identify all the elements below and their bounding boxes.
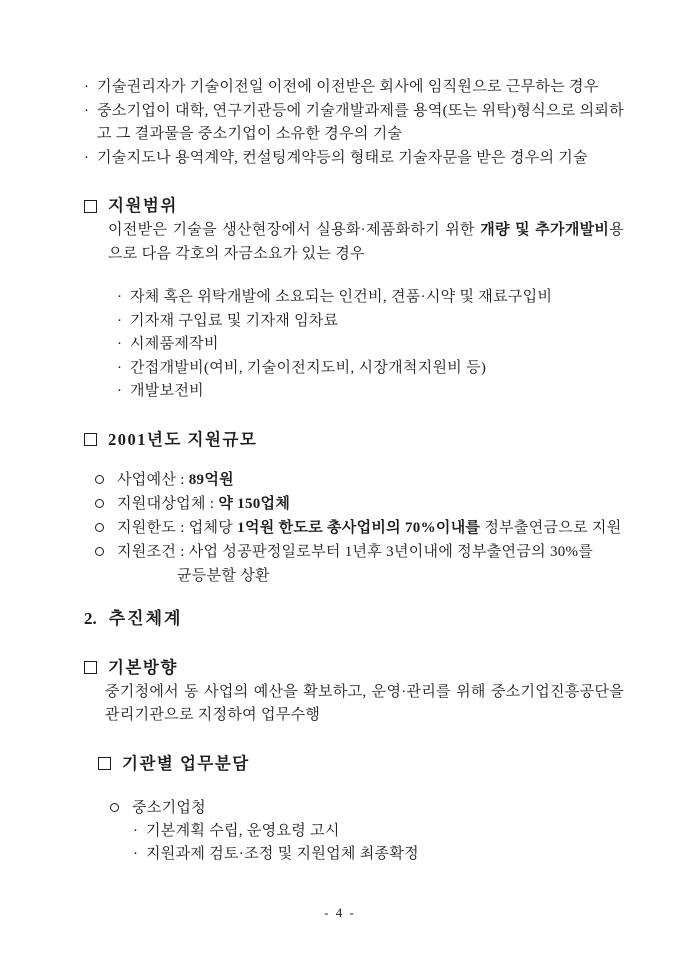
list-item-text xyxy=(117,468,624,492)
paragraph-text-bold: 개량 및 추가개발비 xyxy=(480,222,610,238)
item-label: 사업예산 : xyxy=(117,471,189,488)
list-item-text xyxy=(117,540,624,564)
list-item-text xyxy=(117,516,624,540)
document-content xyxy=(84,76,624,867)
chapter-title: 추진체계 xyxy=(108,608,183,628)
list-item xyxy=(84,100,624,147)
list-item-text: 간접개발비(여비, 기술이전지도비, 시장개척지원비 등) xyxy=(130,359,487,376)
checkbox-square-icon xyxy=(84,661,97,674)
list-item-text xyxy=(117,492,624,516)
list-item xyxy=(95,468,624,492)
section-budget xyxy=(84,428,624,588)
item-label: 지원한도 : 업체당 xyxy=(117,519,238,536)
scope-paragraph xyxy=(108,219,624,266)
item-value-bold: 1억원 한도로 총사업비의 70%이내를 xyxy=(237,519,481,536)
item-label: 지원대상업체 : xyxy=(117,495,219,512)
list-item-text: 기술지도나 용역계약, 컨설팅계약등의 형태로 기술자문을 받은 경우의 기술 xyxy=(97,149,588,166)
section-scope xyxy=(84,194,624,404)
list-item xyxy=(95,492,624,516)
item-value-bold: 89억원 xyxy=(188,471,234,488)
section-roles xyxy=(84,752,624,867)
middot-bullet-icon: · xyxy=(84,102,90,119)
list-item xyxy=(95,540,624,564)
list-item xyxy=(117,310,624,334)
cost-bullet-list xyxy=(117,286,624,404)
item-suffix: 정부출연금으로 지원 xyxy=(480,519,622,536)
section-title: 2001년도 지원규모 xyxy=(108,429,258,449)
org-item xyxy=(110,796,624,820)
section-heading xyxy=(84,194,624,218)
middot-bullet-icon: · xyxy=(133,822,139,839)
list-item xyxy=(117,380,624,404)
section-title: 기관별 업무분담 xyxy=(122,753,250,773)
budget-list xyxy=(95,468,624,588)
middot-bullet-icon: · xyxy=(84,149,90,166)
chapter-number: 2. xyxy=(84,608,97,628)
list-item xyxy=(133,843,624,867)
middot-bullet-icon: · xyxy=(117,289,123,305)
list-item-text: 중소기업이 대학, 연구기관등에 기술개발과제를 용역(또는 위탁)형식으로 의뢰하고 그 결과물을 중소기업이 소유한 경우의 기술 xyxy=(97,102,625,142)
middot-bullet-icon: · xyxy=(117,312,123,329)
paragraph-text: 이전받은 기술을 생산현장에서 실용화·제품화하기 위한 xyxy=(108,222,481,238)
list-item xyxy=(117,333,624,357)
circle-bullet-icon xyxy=(95,499,104,508)
list-item-text: 기본계획 수립, 운영요령 고시 xyxy=(146,822,340,839)
list-item-text: 개발보전비 xyxy=(130,383,204,399)
section-direction xyxy=(84,656,624,728)
list-item xyxy=(117,286,624,310)
circle-bullet-icon xyxy=(95,547,104,556)
circle-bullet-icon xyxy=(95,523,104,532)
item-value-bold: 약 150업체 xyxy=(218,495,291,512)
section-heading xyxy=(98,752,624,776)
list-item xyxy=(133,820,624,844)
list-item-text: 기술권리자가 기술이전일 이전에 이전받은 회사에 임직원으로 근무하는 경우 xyxy=(97,79,599,95)
checkbox-square-icon xyxy=(84,200,97,213)
list-item-text: 자체 혹은 위탁개발에 소요되는 인건비, 견품·시약 및 재료구입비 xyxy=(130,289,553,305)
direction-paragraph: 중기청에서 동 사업의 예산을 확보하고, 운영·관리를 위해 중소기업진흥공단을 관리기관으로 지정하여 업무수행 xyxy=(105,683,624,723)
checkbox-square-icon xyxy=(98,757,111,770)
list-item-text: 기자재 구입료 및 기자재 임차료 xyxy=(130,312,339,329)
checkbox-square-icon xyxy=(84,433,97,446)
paragraph-text: 용으로 다음 각호의 자금소요가 있는 경우 xyxy=(108,222,625,262)
middot-bullet-icon: · xyxy=(117,383,123,399)
list-item xyxy=(117,357,624,381)
circle-bullet-icon xyxy=(95,475,104,484)
section-title: 기본방향 xyxy=(108,657,178,677)
item-label: 지원조건 : 사업 성공판정일로부터 1년후 3년이내에 정부출연금의 30%를 xyxy=(117,543,594,560)
task-list xyxy=(133,820,624,867)
section-heading xyxy=(84,428,624,452)
middot-bullet-icon: · xyxy=(117,336,123,352)
intro-bullet-list xyxy=(84,76,624,170)
list-item xyxy=(84,147,624,171)
list-item-text: 지원과제 검토·조정 및 지원업체 최종확정 xyxy=(146,846,419,862)
circle-bullet-icon xyxy=(110,803,119,812)
section-heading xyxy=(84,656,624,680)
list-item-text: 시제품제작비 xyxy=(130,336,219,352)
chapter-heading xyxy=(84,606,624,632)
continuation-line: 균등분할 상환 xyxy=(177,567,270,584)
section-title: 지원범위 xyxy=(108,196,178,215)
middot-bullet-icon: · xyxy=(117,359,123,376)
list-item xyxy=(95,516,624,540)
middot-bullet-icon: · xyxy=(133,846,139,862)
list-item xyxy=(84,76,624,100)
page-number: - 4 - xyxy=(324,905,356,920)
org-block xyxy=(110,796,624,867)
middot-bullet-icon: · xyxy=(84,79,90,95)
org-name: 중소기업청 xyxy=(132,799,206,816)
